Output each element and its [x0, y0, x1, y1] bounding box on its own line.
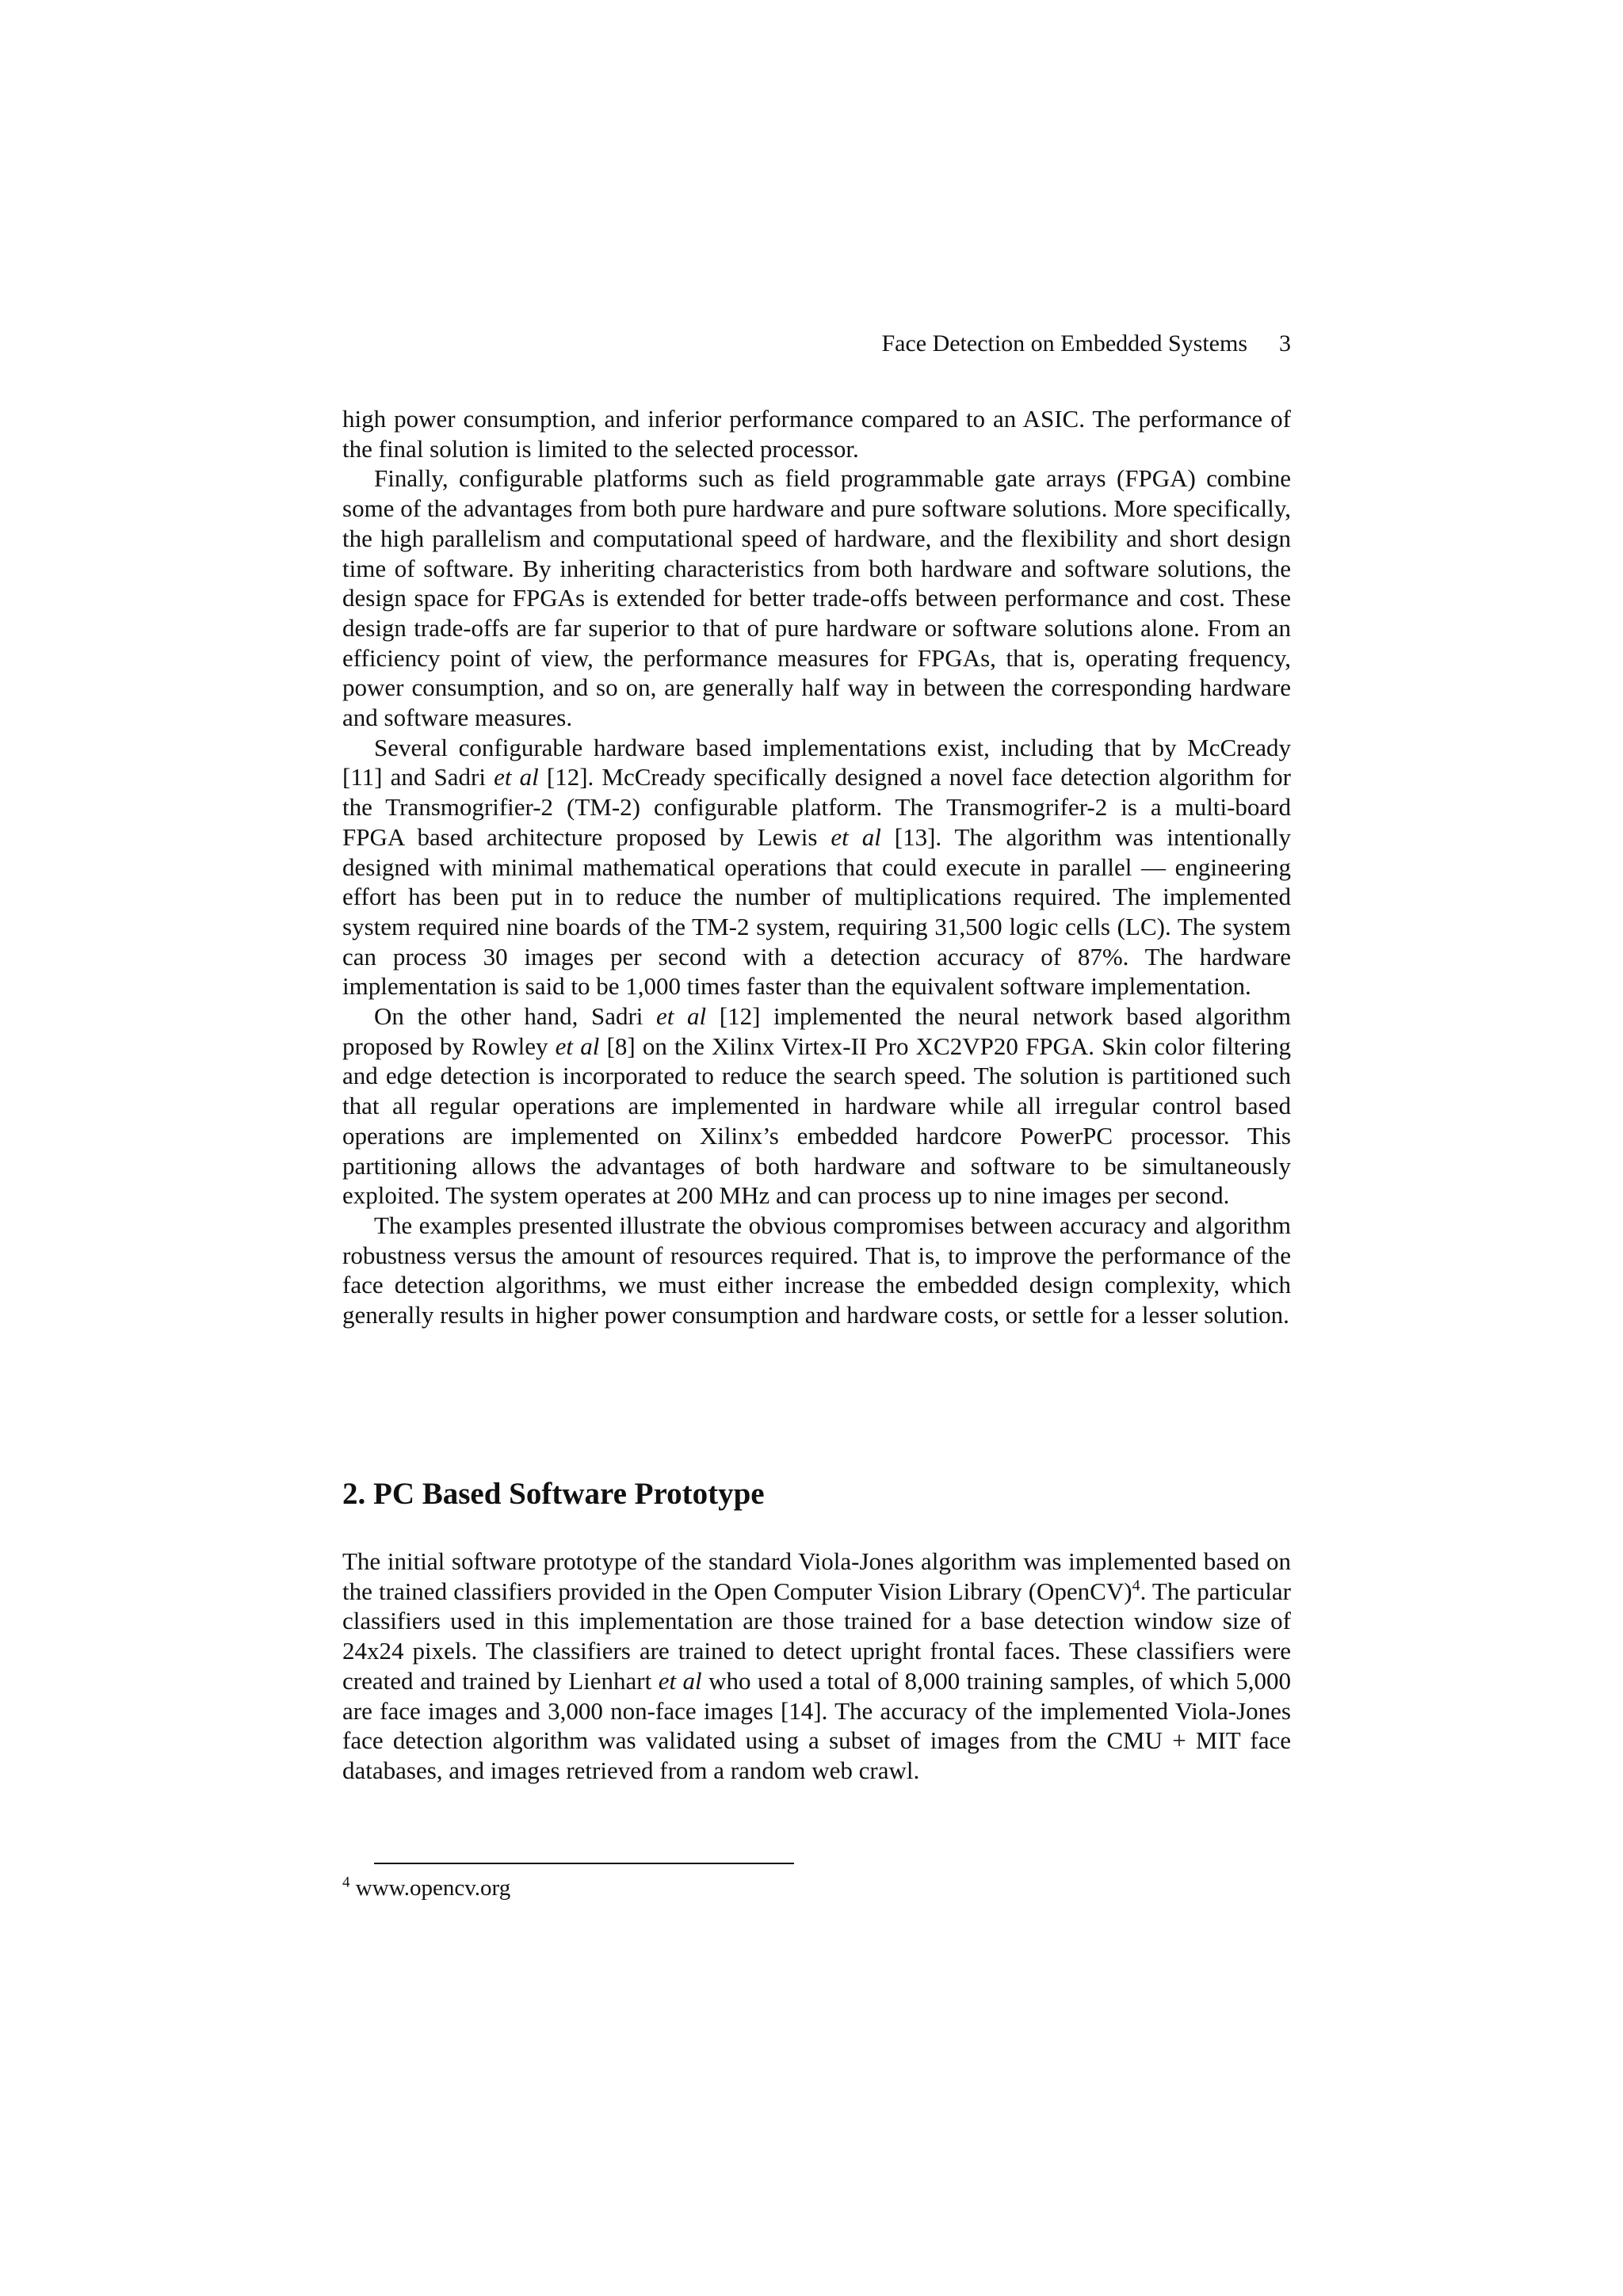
footnote-text: www.opencv.org	[349, 1875, 511, 1901]
paragraph-compromises: The examples presented illustrate the obvious compromises between accuracy and algorithm robustness versus the amount of resources required. That is, to improve the performance of the face detection algorithms, we must either increase the embedded design complexity, which generally results in higher power consumption and hardware costs, or settle for a lesser solution.	[342, 1211, 1291, 1329]
body-text	[342, 404, 1291, 1330]
running-head	[881, 329, 1291, 359]
paragraph-implementations	[342, 733, 1291, 1001]
italic-segment: et al	[656, 1002, 707, 1031]
italic-segment: et al	[831, 822, 881, 851]
text-segment: who used a total of 8,000 training samples, of which 5,000 are face images and 3,000 non-face images [14]. The accuracy of the implemented Viola-Jones face detection algorithm was validated using a subset of images from the CMU + MIT face databases, and images retrieved from a random web crawl.	[342, 1666, 1291, 1784]
italic-segment: et al	[555, 1032, 600, 1060]
text-segment: On the other hand, Sadri	[374, 1002, 657, 1031]
text-segment: [8] on the Xilinx Virtex-II Pro XC2VP20 FPGA. Skin color filtering and edge detection is incorporated to reduce the search speed. The solution is partitioned such that all regular operations are implemented in hardware while all irregular control based operations are implemented on Xilinx’s embedded hardcore PowerPC processor. This partitioning allows the advantages of both hardware and software to be simultaneously exploited. The system operates at 200 MHz and can process up to nine images per second.	[342, 1032, 1291, 1210]
footnote	[342, 1874, 510, 1902]
paragraph-continued: high power consumption, and inferior performance compared to an ASIC. The performance of the final solution is limited to the selected processor.	[342, 405, 1291, 463]
running-head-title: Face Detection on Embedded Systems	[881, 330, 1247, 357]
text-segment: The initial software prototype of the standard Viola-Jones algorithm was implemented based on the trained classifiers provided in the Open Computer Vision Library (OpenCV)	[342, 1547, 1291, 1605]
section-body	[342, 1547, 1291, 1786]
paragraph-prototype	[342, 1547, 1291, 1786]
document-page	[342, 0, 1291, 2296]
paragraph-sadri	[342, 1001, 1291, 1211]
page-number: 3	[1279, 330, 1291, 357]
italic-segment: et al	[494, 763, 539, 791]
text-segment: [13]. The algorithm was intentionally designed with minimal mathematical operations that could execute in parallel — engineering effort has been put in to reduce the number of multiplications required. The implemented system required nine boards of the TM-2 system, requiring 31,500 logic cells (LC). The system can process 30 images per second with a detection accuracy of 87%. The hardware implementation is said to be 1,000 times faster than the equivalent software implementation.	[342, 822, 1291, 1001]
italic-segment: et al	[658, 1666, 702, 1695]
paragraph-fpga: Finally, configurable platforms such as field programmable gate arrays (FPGA) combine some of the advantages from both pure hardware and pure software solutions. More specifically, the high parallelism and computational speed of hardware, and the flexibility and short design time of software. By inheriting characteristics from both hardware and software solutions, the design space for FPGAs is extended for better trade-offs between performance and cost. These design trade-offs are far superior to that of pure hardware or software solutions alone. From an efficiency point of view, the performance measures for FPGAs, that is, operating frequency, power consumption, and so on, are generally half way in between the corresponding hardware and software measures.	[342, 464, 1291, 732]
footnote-marker: 4	[1132, 1577, 1140, 1595]
text-segment: [12]. McCready specifically designed a novel face detection algorithm for the Transmogrifier-2 (TM-2) configurable platform. The Transmogrifer-2 is a multi-board FPGA based architecture proposed by Lewis	[342, 763, 1291, 851]
text-segment: Several configurable hardware based implementations exist, including that by McCready [11] and Sadri	[342, 733, 1291, 791]
footnote-number: 4	[342, 1874, 350, 1891]
section-heading: 2. PC Based Software Prototype	[342, 1477, 765, 1511]
text-segment: . The particular classifiers used in this implementation are those trained for a base detection window size of 24x24 pixels. The classifiers are trained to detect upright frontal faces. These classifiers were created and trained by Lienhart	[342, 1577, 1291, 1695]
footnote-rule	[374, 1863, 794, 1864]
text-segment: [12] implemented the neural network based algorithm proposed by Rowley	[342, 1002, 1291, 1060]
